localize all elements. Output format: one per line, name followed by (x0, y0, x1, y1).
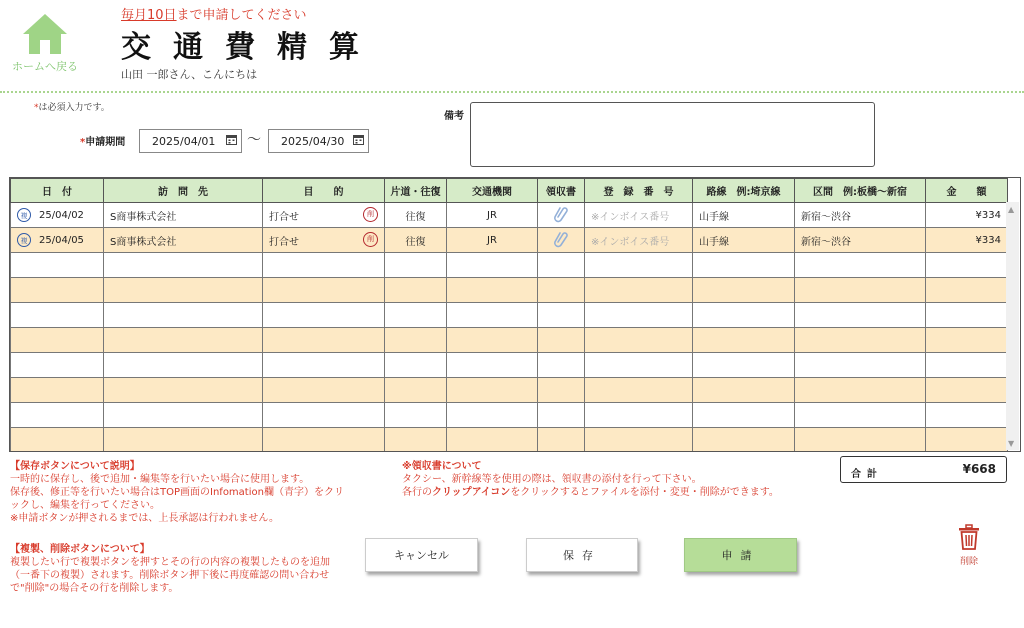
section-cell[interactable]: 新宿〜渋谷 (795, 228, 926, 253)
col-trip: 片道・往復 (385, 179, 447, 203)
deadline-text: まで申請してください (176, 8, 307, 23)
delete-label: 削除 (959, 557, 978, 567)
col-visit: 訪 問 先 (104, 179, 263, 203)
copy-row-button[interactable]: 複 (17, 233, 31, 247)
memo-label: 備考 (444, 111, 464, 122)
paperclip-icon[interactable] (554, 230, 568, 248)
memo-textarea[interactable] (470, 102, 875, 167)
table-row-empty[interactable] (11, 378, 1008, 403)
table-row-empty[interactable] (11, 353, 1008, 378)
receipt-cell[interactable] (538, 228, 585, 253)
delete-row-button[interactable]: 削 (363, 232, 378, 247)
table-row-empty[interactable] (11, 328, 1008, 353)
paperclip-icon[interactable] (554, 205, 568, 223)
save-note: 【保存ボタンについて説明】 一時的に保存し、後で追加・編集等を行いたい場合に使用します。 保存後、修正等を行いたい場合はTOP画面のInfomation欄（青字）をクリ ックし、編集を行ってください。 ※申請ボタンが押されるまでは、上長承認は行われません。 (10, 461, 344, 524)
col-regno: 登 録 番 号 (585, 179, 693, 203)
required-note: *は必須入力です。 (34, 103, 110, 113)
copy-note-title: 【複製、削除ボタンについて】 (10, 544, 150, 555)
apply-button[interactable]: 申請 (684, 538, 797, 572)
purpose-cell[interactable]: 打合せ 削 (263, 203, 385, 228)
visit-cell[interactable]: S商事株式会社 (104, 203, 263, 228)
date-cell[interactable]: 複 25/04/02 (11, 203, 104, 228)
total-value: ¥668 (962, 462, 996, 476)
date-from-input[interactable] (139, 129, 242, 153)
receipt-note: ※領収書について タクシー、新幹線等を使用の際は、領収書の添付を行って下さい。 各行のクリップアイコンをクリックするとファイルを添付・変更・削除ができます。 (402, 461, 779, 498)
copy-delete-note: 【複製、削除ボタンについて】 複製したい行で複製ボタンを押すとその行の内容の複製したものを追加 （一番下の複製）されます。削除ボタン押下後に再度確認の問い合わせ で"削除"の場合その行を削除します。 (10, 544, 330, 594)
period-separator: 〜 (247, 132, 261, 148)
regno-cell[interactable]: ※インボイス番号 (585, 228, 693, 253)
expense-table (9, 177, 1021, 452)
line-cell[interactable]: 山手線 (693, 228, 795, 253)
save-note-title: 【保存ボタンについて説明】 (10, 461, 140, 472)
date-cell[interactable]: 複 25/04/05 (11, 228, 104, 253)
table-row (11, 203, 1008, 228)
home-icon (21, 12, 69, 56)
calendar-icon[interactable] (353, 134, 364, 145)
col-amount: 金 額 (926, 179, 1008, 203)
scroll-up-icon[interactable]: ▲ (1008, 205, 1015, 214)
deadline-date: 毎月10日 (121, 8, 177, 23)
total-box (840, 456, 1007, 483)
col-transport: 交通機関 (447, 179, 538, 203)
cancel-button[interactable]: キャンセル (365, 538, 478, 572)
page-title: 交通費精算 (121, 30, 381, 65)
col-line: 路線 例:埼京線 (693, 179, 795, 203)
home-button[interactable] (4, 8, 86, 80)
table-row-empty[interactable] (11, 403, 1008, 428)
calendar-icon[interactable] (226, 134, 237, 145)
amount-cell[interactable]: ¥334 (926, 228, 1008, 253)
date-to-input[interactable] (268, 129, 369, 153)
receipt-note-title: ※領収書について (402, 461, 482, 472)
scroll-down-icon[interactable]: ▼ (1008, 439, 1015, 448)
regno-cell[interactable]: ※インボイス番号 (585, 203, 693, 228)
trash-icon (958, 524, 980, 550)
date-from-value: 2025/04/01 (152, 135, 216, 148)
col-section: 区間 例:板橋～新宿 (795, 179, 926, 203)
purpose-cell[interactable]: 打合せ 削 (263, 228, 385, 253)
receipt-cell[interactable] (538, 203, 585, 228)
delete-row-button[interactable]: 削 (363, 207, 378, 222)
home-label: ホームへ戻る (12, 60, 78, 73)
transport-cell[interactable]: JR (447, 228, 538, 253)
trip-cell[interactable]: 往復 (385, 203, 447, 228)
trip-cell[interactable]: 往復 (385, 228, 447, 253)
save-button[interactable]: 保存 (526, 538, 638, 572)
col-purpose: 目 的 (263, 179, 385, 203)
deadline-notice (121, 4, 307, 23)
greeting: 山田 一郎さん、こんにちは (121, 68, 258, 81)
line-cell[interactable]: 山手線 (693, 203, 795, 228)
transport-cell[interactable]: JR (447, 203, 538, 228)
col-receipt: 領収書 (538, 179, 585, 203)
copy-row-button[interactable]: 複 (17, 208, 31, 222)
table-row-empty[interactable] (11, 303, 1008, 328)
total-label: 合計 (851, 469, 883, 480)
table-row-empty[interactable] (11, 428, 1008, 453)
header-divider (0, 91, 1024, 93)
table-scrollbar[interactable] (1006, 202, 1019, 450)
table-row-empty[interactable] (11, 253, 1008, 278)
visit-cell[interactable]: S商事株式会社 (104, 228, 263, 253)
date-to-value: 2025/04/30 (281, 135, 345, 148)
delete-button[interactable] (952, 524, 986, 568)
table-header-row (11, 179, 1008, 203)
table-row-empty[interactable] (11, 278, 1008, 303)
amount-cell[interactable]: ¥334 (926, 203, 1008, 228)
table-row (11, 228, 1008, 253)
section-cell[interactable]: 新宿〜渋谷 (795, 203, 926, 228)
period-label: *申請期間 (80, 137, 126, 148)
col-date: 日 付 (11, 179, 104, 203)
